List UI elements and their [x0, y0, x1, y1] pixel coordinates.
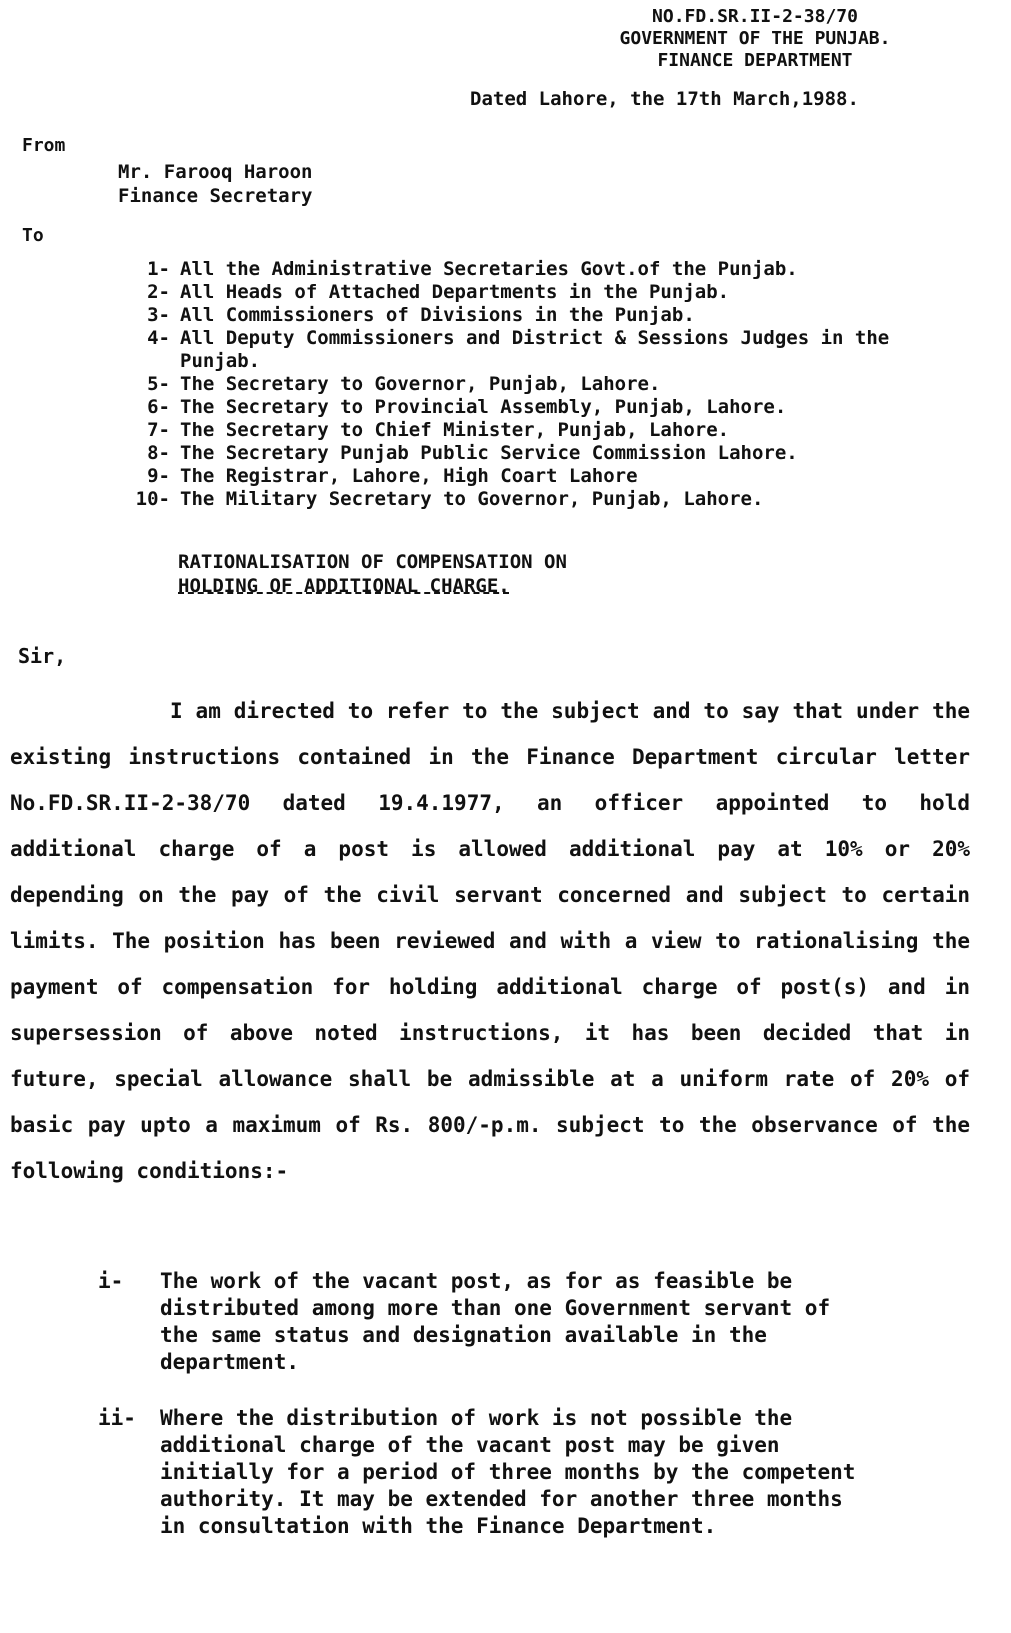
item-number: 5- — [147, 373, 170, 395]
list-item — [100, 373, 980, 396]
item-number: 3- — [147, 304, 170, 326]
item-number: 10- — [135, 488, 170, 510]
to-label: To — [22, 225, 44, 246]
list-item — [100, 419, 980, 442]
list-item — [100, 281, 980, 304]
condition-number: ii- — [98, 1406, 136, 1430]
list-item — [100, 304, 980, 327]
item-number: 6- — [147, 396, 170, 418]
item-number: 8- — [147, 442, 170, 464]
date-line: Dated Lahore, the 17th March,1988. — [470, 88, 859, 110]
condition-item — [98, 1405, 978, 1540]
condition-item — [98, 1268, 978, 1376]
sender-designation: Finance Secretary — [118, 185, 313, 207]
item-text: All the Administrative Secretaries Govt.of the Punjab. — [180, 258, 798, 280]
list-item — [100, 465, 980, 488]
condition-text: Where the distribution of work is not possible the additional charge of the vacant post may be given initially for a period of three months by the competent authority. It may be extended for another three months in consultation with the Finance Department. — [160, 1406, 856, 1538]
item-text: All Commissioners of Divisions in the Punjab. — [180, 304, 695, 326]
item-text: All Deputy Commissioners and District & Sessions Judges in the Punjab. — [180, 327, 890, 372]
item-text: The Secretary Punjab Public Service Commission Lahore. — [180, 442, 798, 464]
item-number: 2- — [147, 281, 170, 303]
list-item — [100, 258, 980, 281]
recipient-list — [100, 258, 980, 511]
sender-name: Mr. Farooq Haroon — [118, 161, 313, 183]
condition-text: The work of the vacant post, as for as feasible be distributed among more than one Government servant of the same status and designation available in the department. — [160, 1269, 831, 1374]
item-text: The Secretary to Governor, Punjab, Lahore. — [180, 373, 661, 395]
subject-line-2: HOLDING OF ADDITIONAL CHARGE. — [178, 575, 510, 597]
list-item — [100, 327, 980, 373]
item-number: 1- — [147, 258, 170, 280]
from-label: From — [22, 135, 66, 156]
item-number: 9- — [147, 465, 170, 487]
letter-header — [545, 6, 965, 72]
item-number: 7- — [147, 419, 170, 441]
item-text: All Heads of Attached Departments in the Punjab. — [180, 281, 730, 303]
salutation: Sir, — [18, 644, 67, 668]
department-name: FINANCE DEPARTMENT — [657, 50, 853, 71]
government-name: GOVERNMENT OF THE PUNJAB. — [619, 28, 891, 49]
sender-block — [118, 160, 312, 208]
body-paragraph — [10, 688, 970, 1194]
list-item — [100, 488, 980, 511]
condition-number: i- — [98, 1269, 124, 1293]
body-text: I am directed to refer to the subject and to say that under the existing instructions contained in the Finance Department circular letter No.FD.SR.II-2-38/70 dated 19.4.1977, an officer appointed to hold additional charge of a post is allowed additional pay at 10% or 20% depending on the pay of the civil servant concerned and subject to certain limits. The position has been reviewed and with a view to rationalising the payment of compensation for holding additional charge of post(s) and in supersession of above noted instructions, it has been decided that in future, special allowance shall be admissible at a uniform rate of 20% of basic pay upto a maximum of Rs. 800/-p.m. subject to the observance of the following conditions:- — [10, 699, 970, 1183]
item-text: The Military Secretary to Governor, Punjab, Lahore. — [180, 488, 764, 510]
list-item — [100, 396, 980, 419]
list-item — [100, 442, 980, 465]
reference-number: NO.FD.SR.II-2-38/70 — [652, 6, 858, 27]
subject-line-1: RATIONALISATION OF COMPENSATION ON — [178, 551, 567, 573]
item-text: The Registrar, Lahore, High Coart Lahore — [180, 465, 638, 487]
subject-block — [178, 550, 567, 598]
item-text: The Secretary to Chief Minister, Punjab, Lahore. — [180, 419, 730, 441]
item-text: The Secretary to Provincial Assembly, Punjab, Lahore. — [180, 396, 787, 418]
item-number: 4- — [147, 327, 170, 349]
